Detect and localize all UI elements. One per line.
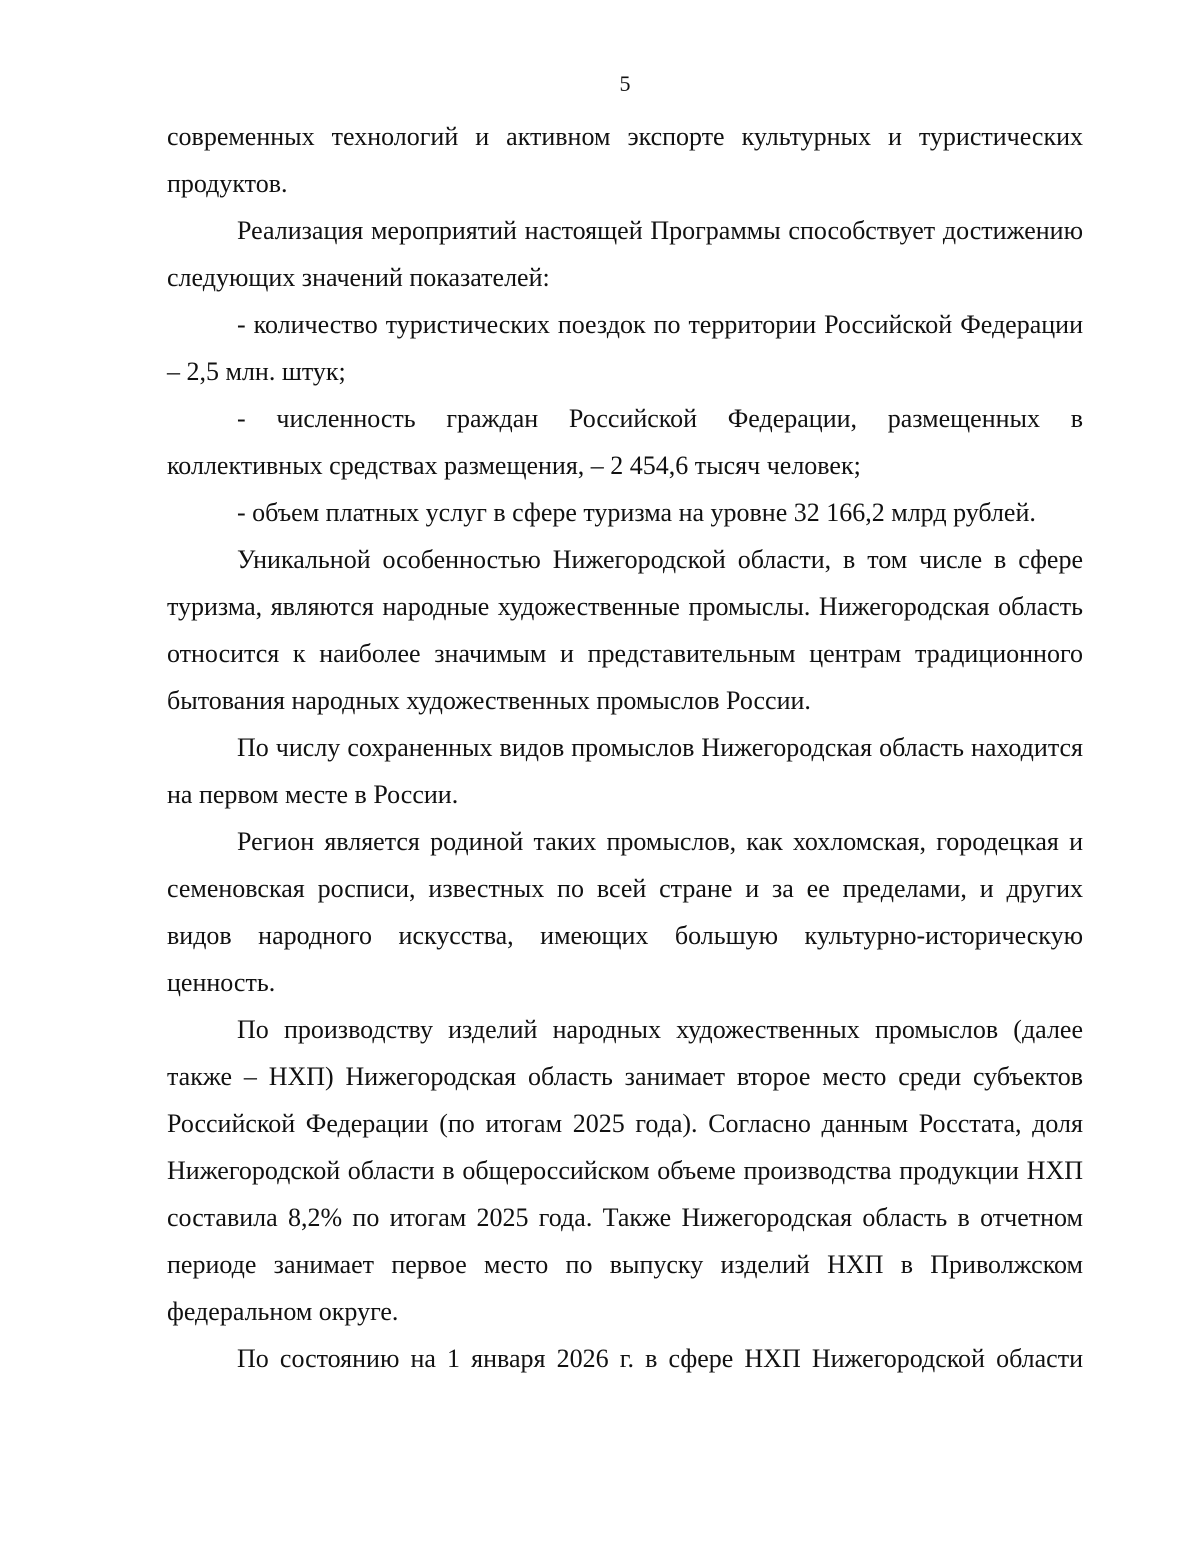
paragraph-continuation: современных технологий и активном экспорте культурных и туристических продуктов. [167, 122, 1083, 198]
list-item-tourist-trips: - количество туристических поездок по территории Российской Федерации – 2,5 млн. штук; [167, 310, 1083, 386]
paragraph-region-homeland: Регион является родиной таких промыслов, как хохломская, городецкая и семеновская росписи, известных по всей стране и за ее пределами, и других видов народного искусства, имеющих большую культурно-историческую ценность. [167, 827, 1083, 997]
page-number: 5 [619, 71, 631, 96]
paragraph-first-place: По числу сохраненных видов промыслов Нижегородская область находится на первом месте в России. [167, 733, 1083, 809]
list-item-paid-services: - объем платных услуг в сфере туризма на уровне 32 166,2 млрд рублей. [237, 498, 1036, 527]
document-body [167, 113, 1083, 1382]
list-item-citizens-accommodated: - численность граждан Российской Федерации, размещенных в коллективных средствах размещения, – 2 454,6 тысяч человек; [167, 404, 1083, 480]
paragraph-folk-crafts: Уникальной особенностью Нижегородской области, в том числе в сфере туризма, являются народные художественные промыслы. Нижегородская область относится к наиболее значимым и представительным центрам традиционного бытования народных художественных промыслов России. [167, 545, 1083, 715]
paragraph-indicators-intro: Реализация мероприятий настоящей Программы способствует достижению следующих значений показателей: [167, 216, 1083, 292]
paragraph-production-ranking: По производству изделий народных художественных промыслов (далее также – НХП) Нижегородская область занимает второе место среди субъектов Российской Федерации (по итогам 2025 года). Согласно данным Росстата, доля Нижегородской области в общероссийском объеме производства продукции НХП составила 8,2% по итогам 2025 года. Также Нижегородская область в отчетном периоде занимает первое место по выпуску изделий НХП в Приволжском федеральном округе. [167, 1015, 1083, 1326]
paragraph-status-2026: По состоянию на 1 января 2026 г. в сфере НХП Нижегородской области [237, 1344, 1083, 1373]
